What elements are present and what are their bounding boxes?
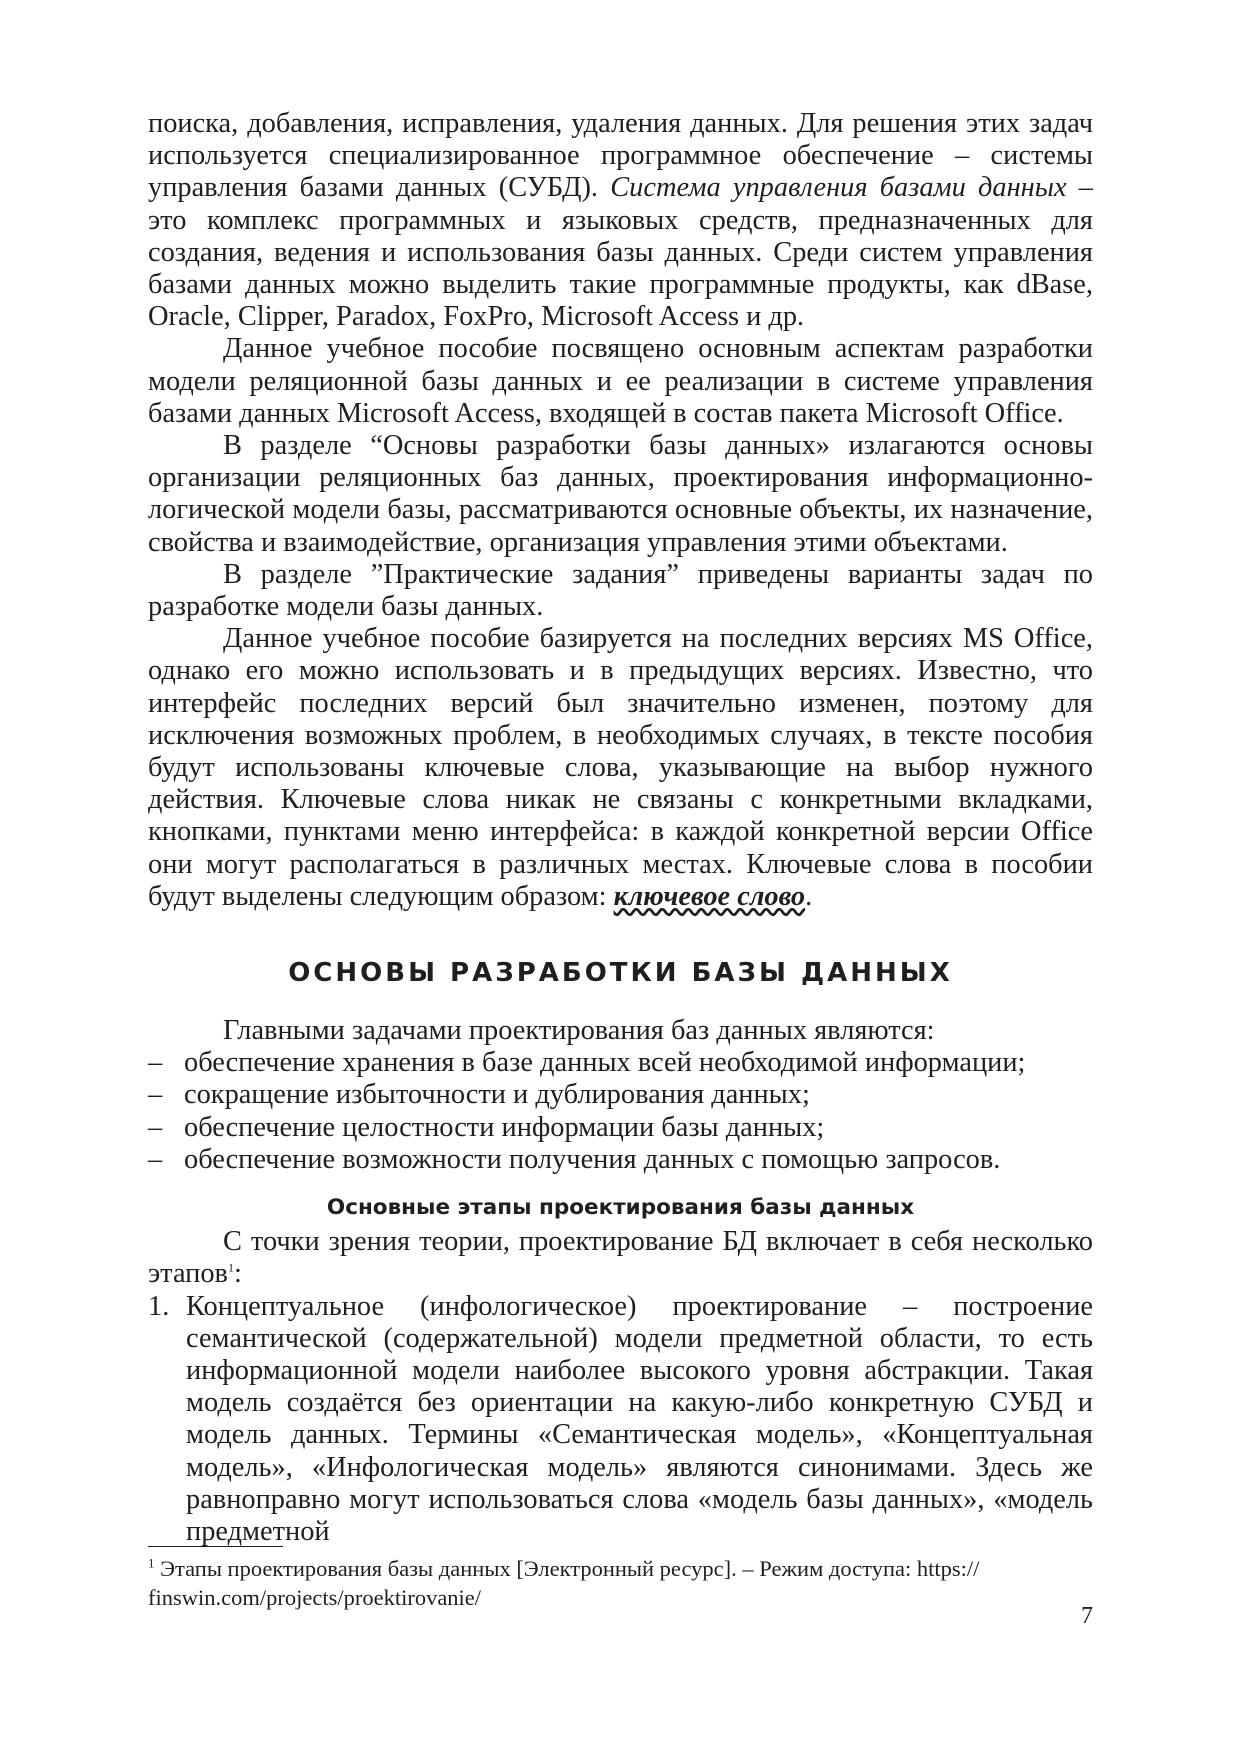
subsection-intro <box>148 1226 1093 1290</box>
footnote <box>148 1554 1093 1612</box>
paragraph-text: – это комплекс программных и языковых средств, предназначенных для создания, ведения и использования базы данных. Среди систем управления базами данных можно выделить такие программные продукты, как dBase, Oracle, Clipper, Paradox, FoxPro, Microsoft Access и др. <box>148 172 1093 333</box>
footnote-reference[interactable]: 1 <box>227 1260 234 1275</box>
dbms-term: Система управления базами данных <box>610 172 1067 204</box>
dash-marker: – <box>148 1143 163 1175</box>
section-intro: Главными задачами проектирования баз данных являются: <box>223 1015 935 1047</box>
list-item <box>148 1144 1093 1176</box>
list-item <box>148 1079 1093 1111</box>
subsection-title: Основные этапы проектирования базы данных <box>326 1195 915 1221</box>
paragraph-end: . <box>805 880 813 912</box>
paragraph-dbms <box>148 108 1093 333</box>
list-item-text: обеспечение целостности информации базы данных; <box>184 1111 825 1143</box>
paragraph-text: Данное учебное пособие базируется на последних версиях MS Office, однако его можно использовать и в предыдущих версиях. Известно, что интерфейс последних версий был значительно изменен, поэтому для исключения возможных проблем, в необходимых случаях, в тексте пособия будут использованы ключевые слова, указывающие на выбор нужного действия. Ключевые слова никак не связаны с конкретными вкладками, кнопками, пунктами меню интерфейса: в каждой конкретной версии Office они могут располагаться в различных местах. Ключевые слова в пособии будут выделены следующим образом: <box>148 623 1093 912</box>
paragraph-purpose: Данное учебное пособие посвящено основным аспектам разработки модели реляционной базы данных и ее реализации в системе управления базами данных Microsoft Access, входящей в состав пакета Microsoft Office. <box>148 333 1093 429</box>
list-item <box>148 1047 1093 1079</box>
paragraph-versions <box>148 623 1093 913</box>
paragraph-end: : <box>233 1258 242 1290</box>
footnote-divider <box>148 1546 283 1547</box>
list-item <box>148 1112 1093 1144</box>
task-list <box>148 1047 1093 1176</box>
paragraph-text: С точки зрения теории, проектирование БД включает в себя несколько этапов <box>148 1226 1093 1290</box>
stage-list <box>148 1291 1093 1549</box>
keyword-example: ключевое слово <box>613 880 806 912</box>
list-item-text: сокращение избыточности и дублирования данных; <box>184 1079 810 1111</box>
footnote-mark: 1 <box>148 1555 155 1571</box>
dash-marker: – <box>148 1111 163 1143</box>
list-item-text: обеспечение хранения в базе данных всей необходимой информации; <box>184 1047 1026 1079</box>
paragraph-section-practice: В разделе ”Практические задания” приведены варианты задач по разработке модели базы данных. <box>148 558 1093 623</box>
list-item-text: обеспечение возможности получения данных с помощью запросов. <box>184 1143 1001 1175</box>
list-item-text: Концептуальное (инфологическое) проектирование – построение семантической (содержательной) модели предметной области, то есть информационной модели наиболее высокого уровня абстракции. Такая модель создаётся без ориентации на какую-либо конкретную СУБД и модель данных. Термины «Семантическая модель», «Концептуальная модель», «Инфологическая модель» являются синонимами. Здесь же равноправно могут использоваться слова «модель базы данных», «модель предметной <box>186 1290 1093 1547</box>
list-item <box>148 1291 1093 1549</box>
dash-marker: – <box>148 1079 163 1111</box>
dash-marker: – <box>148 1047 163 1079</box>
page-number: 7 <box>1081 1603 1093 1629</box>
footnote-text: Этапы проектирования базы данных [Электронный ресурс]. – Режим доступа: https:// finswin.com/projects/proektirovanie/ <box>148 1556 980 1610</box>
paragraph-section-basics: В разделе “Основы разработки базы данных» излагаются основы организации реляционных баз данных, проектирования информационно-логической модели базы, рассматриваются основные объекты, их назначение, свойства и взаимодействие, организация управления этими объектами. <box>148 430 1093 558</box>
paragraph-text: поиска, добавления, исправления, удаления данных. Для решения этих задач используется специализированное программное обеспечение – системы управления базами данных (СУБД). <box>148 108 1093 204</box>
list-number: 1. <box>148 1290 170 1322</box>
page-body <box>148 108 1093 1548</box>
section-title: ОСНОВЫ РАЗРАБОТКИ БАЗЫ ДАННЫХ <box>288 958 953 989</box>
